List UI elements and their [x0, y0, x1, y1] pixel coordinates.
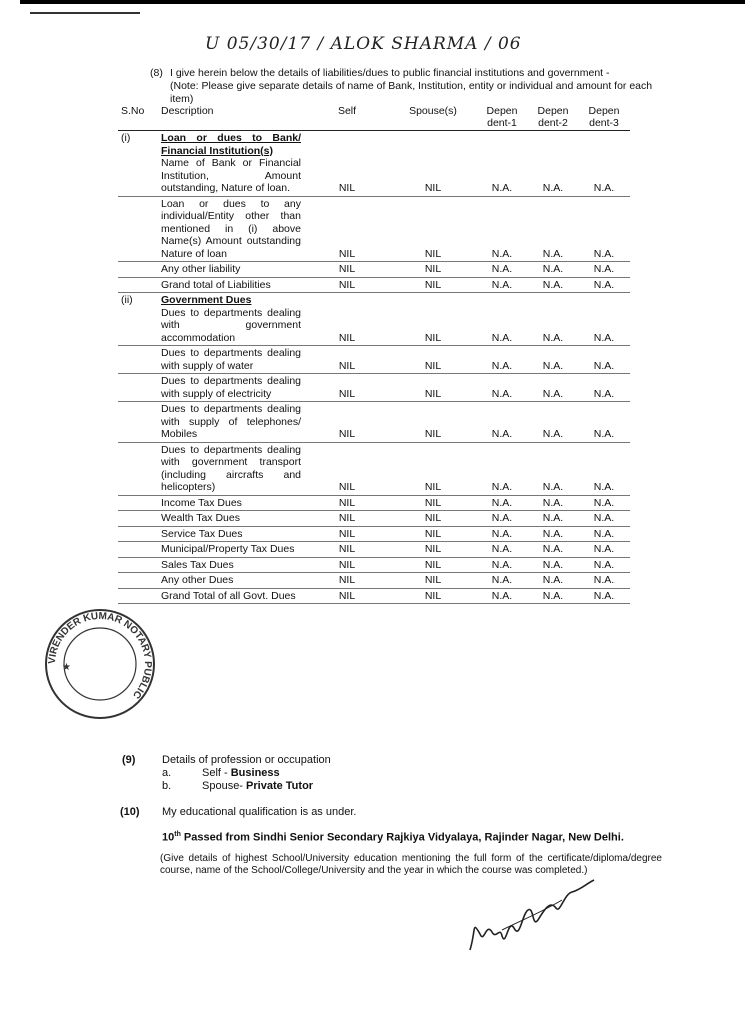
row-value-dependent-1: N.A. — [476, 542, 528, 558]
row-value-dependent-3: N.A. — [578, 495, 630, 511]
row-sno — [118, 374, 158, 402]
row-sno — [118, 262, 158, 278]
row-sno — [118, 495, 158, 511]
occupation-spouse-prefix: Spouse- — [202, 780, 247, 792]
row-value-spouse: NIL — [390, 442, 476, 495]
row-value-spouse: NIL — [390, 196, 476, 262]
row-value-dependent-1: N.A. — [476, 196, 528, 262]
row-value-dependent-2: N.A. — [528, 442, 578, 495]
table-row — [118, 374, 630, 402]
table-body — [118, 131, 630, 604]
table-row — [118, 542, 630, 558]
row-heading: Government Dues — [161, 294, 252, 306]
row-value-dependent-1: N.A. — [476, 573, 528, 589]
row-value-dependent-1: N.A. — [476, 131, 528, 197]
row-value-dependent-1: N.A. — [476, 293, 528, 346]
row-value-dependent-2: N.A. — [528, 131, 578, 197]
row-value-spouse: NIL — [390, 495, 476, 511]
row-value-spouse: NIL — [390, 374, 476, 402]
row-value-spouse: NIL — [390, 346, 476, 374]
col-header-self: Self — [304, 104, 390, 131]
table-row — [118, 131, 630, 197]
row-description-cell — [158, 277, 304, 293]
row-value-dependent-3: N.A. — [578, 573, 630, 589]
section-8-number: (8) — [150, 67, 163, 79]
row-value-self: NIL — [304, 442, 390, 495]
row-heading: Loan or dues to Bank/ Financial Institution(s) — [161, 132, 301, 157]
section-10-number: (10) — [120, 806, 140, 818]
table-row — [118, 293, 630, 346]
row-value-dependent-1: N.A. — [476, 262, 528, 278]
row-description-cell — [158, 262, 304, 278]
row-value-spouse: NIL — [390, 526, 476, 542]
col-header-dependent-2: Depen dent-2 — [528, 104, 578, 131]
row-description-cell — [158, 495, 304, 511]
table-row — [118, 262, 630, 278]
row-sno — [118, 542, 158, 558]
table-row — [118, 277, 630, 293]
row-value-dependent-3: N.A. — [578, 346, 630, 374]
row-value-dependent-1: N.A. — [476, 511, 528, 527]
row-value-dependent-2: N.A. — [528, 542, 578, 558]
top-edge-line — [20, 0, 745, 4]
row-description: Dues to departments dealing with supply of water — [161, 347, 301, 372]
row-value-dependent-3: N.A. — [578, 262, 630, 278]
row-description-cell — [158, 131, 304, 197]
row-value-dependent-2: N.A. — [528, 588, 578, 604]
row-value-dependent-2: N.A. — [528, 402, 578, 443]
table-header-row — [118, 104, 630, 131]
row-description-cell — [158, 588, 304, 604]
row-sno — [118, 442, 158, 495]
row-value-spouse: NIL — [390, 511, 476, 527]
row-sno — [118, 196, 158, 262]
row-value-self: NIL — [304, 402, 390, 443]
row-description: Dues to departments dealing with supply of electricity — [161, 375, 301, 400]
row-description: Service Tax Dues — [161, 527, 243, 540]
row-value-dependent-3: N.A. — [578, 196, 630, 262]
row-value-dependent-3: N.A. — [578, 511, 630, 527]
row-description: Dues to departments dealing with supply of telephones/ Mobiles — [161, 403, 301, 440]
row-value-spouse: NIL — [390, 402, 476, 443]
row-description-cell — [158, 573, 304, 589]
row-value-self: NIL — [304, 293, 390, 346]
row-value-spouse: NIL — [390, 588, 476, 604]
occupation-self-value: Business — [230, 767, 280, 779]
row-description-cell — [158, 526, 304, 542]
table-row — [118, 526, 630, 542]
row-value-dependent-2: N.A. — [528, 293, 578, 346]
row-sno — [118, 277, 158, 293]
row-value-dependent-3: N.A. — [578, 442, 630, 495]
row-description: Income Tax Dues — [161, 496, 242, 509]
table-row — [118, 557, 630, 573]
row-sno: (ii) — [118, 293, 158, 346]
row-value-dependent-1: N.A. — [476, 277, 528, 293]
row-value-self: NIL — [304, 557, 390, 573]
row-value-dependent-2: N.A. — [528, 346, 578, 374]
qualification-line — [162, 831, 624, 844]
row-description-cell — [158, 293, 304, 346]
row-value-self: NIL — [304, 262, 390, 278]
row-value-spouse: NIL — [390, 573, 476, 589]
col-header-dependent-3: Depen dent-3 — [578, 104, 630, 131]
row-sno — [118, 573, 158, 589]
occupation-spouse-label: b. — [162, 780, 172, 792]
row-description-cell — [158, 402, 304, 443]
row-description: Grand total of Liabilities — [161, 278, 271, 291]
row-value-dependent-2: N.A. — [528, 495, 578, 511]
row-value-dependent-3: N.A. — [578, 293, 630, 346]
row-description-cell — [158, 542, 304, 558]
row-value-dependent-1: N.A. — [476, 588, 528, 604]
occupation-self-label: a. — [162, 767, 172, 779]
row-value-dependent-1: N.A. — [476, 402, 528, 443]
row-value-spouse: NIL — [390, 542, 476, 558]
row-value-self: NIL — [304, 588, 390, 604]
handwritten-reference: U 05/30/17 / ALOK SHARMA / 06 — [205, 34, 522, 54]
col-header-sno: S.No — [118, 104, 158, 131]
row-value-self: NIL — [304, 495, 390, 511]
row-description: Dues to departments dealing with government accommodation — [161, 306, 301, 344]
col-header-description: Description — [158, 104, 304, 131]
row-value-dependent-2: N.A. — [528, 196, 578, 262]
row-description: Loan or dues to any individual/Entity other than mentioned in (i) above Name(s) Amount outstanding Nature of loan — [161, 197, 301, 260]
row-value-spouse: NIL — [390, 557, 476, 573]
table-row — [118, 442, 630, 495]
row-value-dependent-3: N.A. — [578, 402, 630, 443]
row-value-dependent-3: N.A. — [578, 588, 630, 604]
row-value-dependent-1: N.A. — [476, 526, 528, 542]
qualification-text: Passed from Sindhi Senior Secondary Rajkiya Vidyalaya, Rajinder Nagar, New Delhi. — [180, 831, 624, 844]
svg-text:★: ★ — [62, 662, 71, 673]
signature — [462, 870, 602, 960]
row-description-cell — [158, 346, 304, 374]
qualification-number: 10 — [162, 831, 175, 844]
row-value-self: NIL — [304, 346, 390, 374]
occupation-self — [162, 767, 280, 779]
row-description: Sales Tax Dues — [161, 558, 234, 571]
row-description: Grand Total of all Govt. Dues — [161, 589, 296, 602]
table-row — [118, 402, 630, 443]
row-description: Wealth Tax Dues — [161, 512, 240, 524]
row-value-dependent-1: N.A. — [476, 495, 528, 511]
row-value-dependent-2: N.A. — [528, 262, 578, 278]
occupation-spouse — [162, 780, 313, 792]
row-value-dependent-2: N.A. — [528, 511, 578, 527]
row-value-dependent-2: N.A. — [528, 573, 578, 589]
row-sno: (i) — [118, 131, 158, 197]
row-description: Municipal/Property Tax Dues — [161, 543, 295, 555]
row-value-dependent-2: N.A. — [528, 557, 578, 573]
table-row — [118, 196, 630, 262]
section-8-note: (Note: Please give separate details of name of Bank, Institution, entity or individual and amount for each item) — [170, 80, 653, 105]
row-value-spouse: NIL — [390, 293, 476, 346]
section-9-number: (9) — [122, 754, 136, 766]
notary-stamp — [44, 608, 156, 720]
row-description: Any other liability — [161, 263, 241, 275]
row-value-dependent-2: N.A. — [528, 277, 578, 293]
row-value-dependent-1: N.A. — [476, 557, 528, 573]
row-value-self: NIL — [304, 573, 390, 589]
row-value-dependent-3: N.A. — [578, 557, 630, 573]
row-value-dependent-3: N.A. — [578, 542, 630, 558]
row-description-cell — [158, 374, 304, 402]
section-8-intro: I give herein below the details of liabilities/dues to public financial institutions and government - — [170, 67, 610, 79]
row-value-dependent-3: N.A. — [578, 374, 630, 402]
row-sno — [118, 557, 158, 573]
occupation-self-prefix: Self - — [202, 767, 231, 779]
row-value-self: NIL — [304, 277, 390, 293]
occupation-spouse-value: Private Tutor — [246, 780, 314, 792]
table-row — [118, 511, 630, 527]
row-description-cell — [158, 196, 304, 262]
row-value-dependent-2: N.A. — [528, 526, 578, 542]
table-row — [118, 573, 630, 589]
row-sno — [118, 511, 158, 527]
row-value-self: NIL — [304, 526, 390, 542]
row-value-spouse: NIL — [390, 262, 476, 278]
row-value-dependent-1: N.A. — [476, 346, 528, 374]
row-sno — [118, 402, 158, 443]
row-value-dependent-1: N.A. — [476, 374, 528, 402]
table-row — [118, 495, 630, 511]
row-value-self: NIL — [304, 131, 390, 197]
row-description: Name of Bank or Financial Institution, Amount outstanding, Nature of loan. — [161, 157, 301, 194]
col-header-spouse: Spouse(s) — [390, 104, 476, 131]
row-value-self: NIL — [304, 542, 390, 558]
row-description-cell — [158, 557, 304, 573]
row-value-dependent-3: N.A. — [578, 526, 630, 542]
row-sno — [118, 346, 158, 374]
row-value-spouse: NIL — [390, 277, 476, 293]
row-sno — [118, 526, 158, 542]
qualification-sup: th — [174, 831, 181, 838]
row-value-spouse: NIL — [390, 131, 476, 197]
row-value-dependent-3: N.A. — [578, 131, 630, 197]
row-value-self: NIL — [304, 374, 390, 402]
section-9-title: Details of profession or occupation — [162, 754, 331, 766]
row-value-self: NIL — [304, 511, 390, 527]
row-value-dependent-3: N.A. — [578, 277, 630, 293]
liabilities-table — [118, 104, 630, 604]
row-description-cell — [158, 511, 304, 527]
stamp-text: VIRENDER KUMAR NOTARY PUBLIC — [46, 610, 154, 701]
row-description: Any other Dues — [161, 574, 234, 586]
row-description: Dues to departments dealing with government transport (including aircrafts and helicopters) — [161, 443, 301, 493]
qualification-note: (Give details of highest School/University education mentioning the full form of the certificate/diploma/degree course, name of the School/College/University and the year in which the course was completed.) — [160, 853, 662, 876]
table-row — [118, 588, 630, 604]
col-header-dependent-1: Depen dent-1 — [476, 104, 528, 131]
table-row — [118, 346, 630, 374]
row-description-cell — [158, 442, 304, 495]
scan-mark — [30, 12, 140, 14]
row-value-dependent-2: N.A. — [528, 374, 578, 402]
row-value-self: NIL — [304, 196, 390, 262]
row-sno — [118, 588, 158, 604]
section-10-title: My educational qualification is as under. — [162, 806, 357, 818]
row-value-dependent-1: N.A. — [476, 442, 528, 495]
